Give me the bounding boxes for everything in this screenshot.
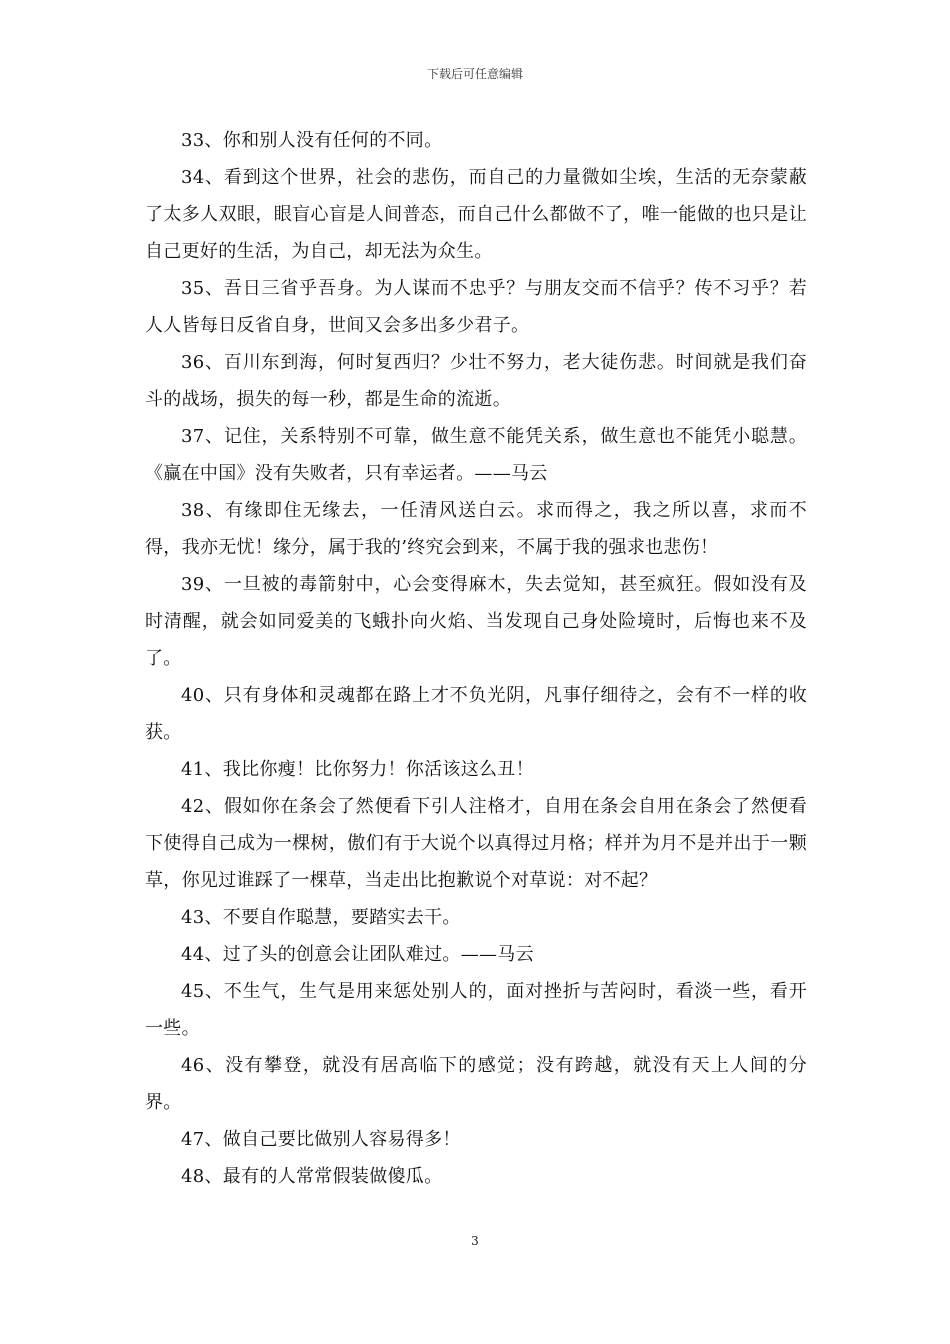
quote-paragraph: 47、做自己要比做别人容易得多！ (181, 1129, 461, 1150)
quote-paragraph: 39、一旦被的毒箭射中，心会变得麻木，失去觉知，甚至疯狂。假如没有及时清醒，就会如同爱美的飞蛾扑向火焰、当发现自己身处险境时，后悔也来不及了。 (145, 574, 807, 669)
quote-paragraph: 36、百川东到海，何时复西归？少壮不努力，老大徒伤悲。时间就是我们奋斗的战场，损失的每一秒，都是生命的流逝。 (145, 352, 807, 410)
document-body (145, 122, 807, 1195)
quote-paragraph: 43、不要自作聪慧，要踏实去干。 (181, 907, 461, 928)
quote-paragraph: 48、最有的人常常假装做傻瓜。 (181, 1166, 443, 1187)
quote-paragraph: 38、有缘即住无缘去，一任清风送白云。求而得之，我之所以喜，求而不得，我亦无忧！缘分，属于我的’终究会到来，不属于我的强求也悲伤！ (145, 500, 807, 558)
quote-paragraph: 44、过了头的创意会让团队难过。——马云 (181, 944, 534, 965)
quote-paragraph: 41、我比你瘦！比你努力！你活该这么丑！ (181, 759, 534, 780)
quote-paragraph: 42、假如你在条会了然便看下引人注格才，自用在条会自用在条会了然便看下使得自己成为一棵树，傲们有于大说个以真得过月格；样并为月不是并出于一颗草，你见过谁踩了一棵草，当走出比抱歉说个对草说：对不起？ (145, 796, 807, 891)
quote-paragraph: 46、没有攀登，就没有居高临下的感觉；没有跨越，就没有天上人间的分界。 (145, 1055, 807, 1113)
quote-paragraph: 37、记住，关系特别不可靠，做生意不能凭关系，做生意也不能凭小聪慧。《赢在中国》没有失败者，只有幸运者。——马云 (145, 426, 807, 484)
quote-paragraph: 35、吾日三省乎吾身。为人谋而不忠乎？与朋友交而不信乎？传不习乎？若人人皆每日反省自身，世间又会多出多少君子。 (145, 278, 807, 336)
page-header: 下载后可任意编辑 (426, 67, 523, 81)
quote-paragraph: 40、只有身体和灵魂都在路上才不负光阴，凡事仔细待之，会有不一样的收获。 (145, 685, 807, 743)
quote-paragraph: 33、你和别人没有任何的不同。 (181, 130, 443, 151)
quote-paragraph: 34、看到这个世界，社会的悲伤，而自己的力量微如尘埃，生活的无奈蒙蔽了太多人双眼，眼盲心盲是人间普态，而自己什么都做不了，唯一能做的也只是让自己更好的生活，为自己，却无法为众生。 (145, 167, 807, 262)
quote-paragraph: 45、不生气，生气是用来惩处别人的，面对挫折与苦闷时，看淡一些，看开一些。 (145, 981, 807, 1039)
page-number: 3 (471, 1234, 479, 1248)
